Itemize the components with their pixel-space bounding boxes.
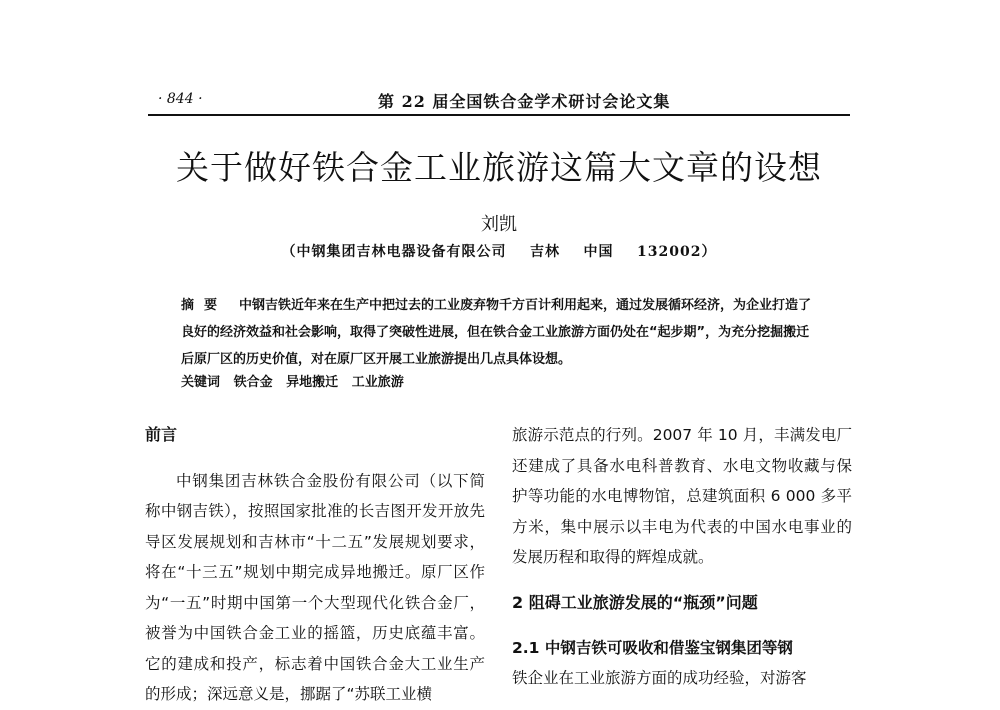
subsection-2-1-text: 铁企业在工业旅游方面的成功经验，对游客 — [512, 669, 807, 687]
author-affiliation: （中钢集团吉林电器设备有限公司 吉林 中国 132002） — [281, 244, 717, 260]
running-title: 第 22 届全国铁合金学术研讨会论文集 — [378, 92, 671, 111]
running-header — [148, 88, 850, 116]
paper-title: 关于做好铁合金工业旅游这篇大文章的设想 — [176, 148, 822, 187]
abstract-text: 中钢吉铁近年来在生产中把过去的工业废弃物千方百计利用起来，通过发展循环经济，为企业打造了良好的经济效益和社会影响，取得了突破性进展，但在铁合金工业旅游方面仍处在“起步期”，为充分挖掘搬迁后原厂区的历史价值，对在原厂区开展工业旅游提出几点具体设想。 — [181, 298, 812, 367]
abstract-label: 摘要 — [181, 298, 228, 313]
right-column — [512, 420, 852, 694]
author-name: 刘凯 — [481, 214, 517, 235]
section-2-heading: 2 阻碍工业旅游发展的“瓶颈”问题 — [512, 592, 758, 612]
page-number: · 844 · — [158, 91, 203, 107]
keywords: 关键词 铁合金 异地搬迁 工业旅游 — [181, 375, 404, 390]
left-column — [145, 420, 485, 710]
continued-paragraph: 旅游示范点的行列。2007 年 10 月，丰满发电厂还建成了具备水电科普教育、水电文物收藏与保护等功能的水电博物馆，总建筑面积 6 000 多平方米，集中展示以丰电为代表的中国水电事业的发展历程和取得的辉煌成就。 — [512, 426, 852, 566]
section-heading-preface: 前言 — [145, 425, 178, 444]
abstract — [181, 292, 821, 373]
subsection-2-1-heading: 2.1 中钢吉铁可吸收和借鉴宝钢集团等钢 — [512, 638, 793, 657]
preface-paragraph: 中钢集团吉林铁合金股份有限公司（以下简称中钢吉铁），按照国家批准的长吉图开发开放先导区发展规划和吉林市“十二五”发展规划要求，将在“十三五”规划中期完成异地搬迁。原厂区作为“一五”时期中国第一个大型现代化铁合金厂，被誉为中国铁合金工业的摇篮，历史底蕴丰富。它的建成和投产，标志着中国铁合金大工业生产的形成；深远意义是，挪踞了“苏联工业横 — [145, 471, 485, 703]
